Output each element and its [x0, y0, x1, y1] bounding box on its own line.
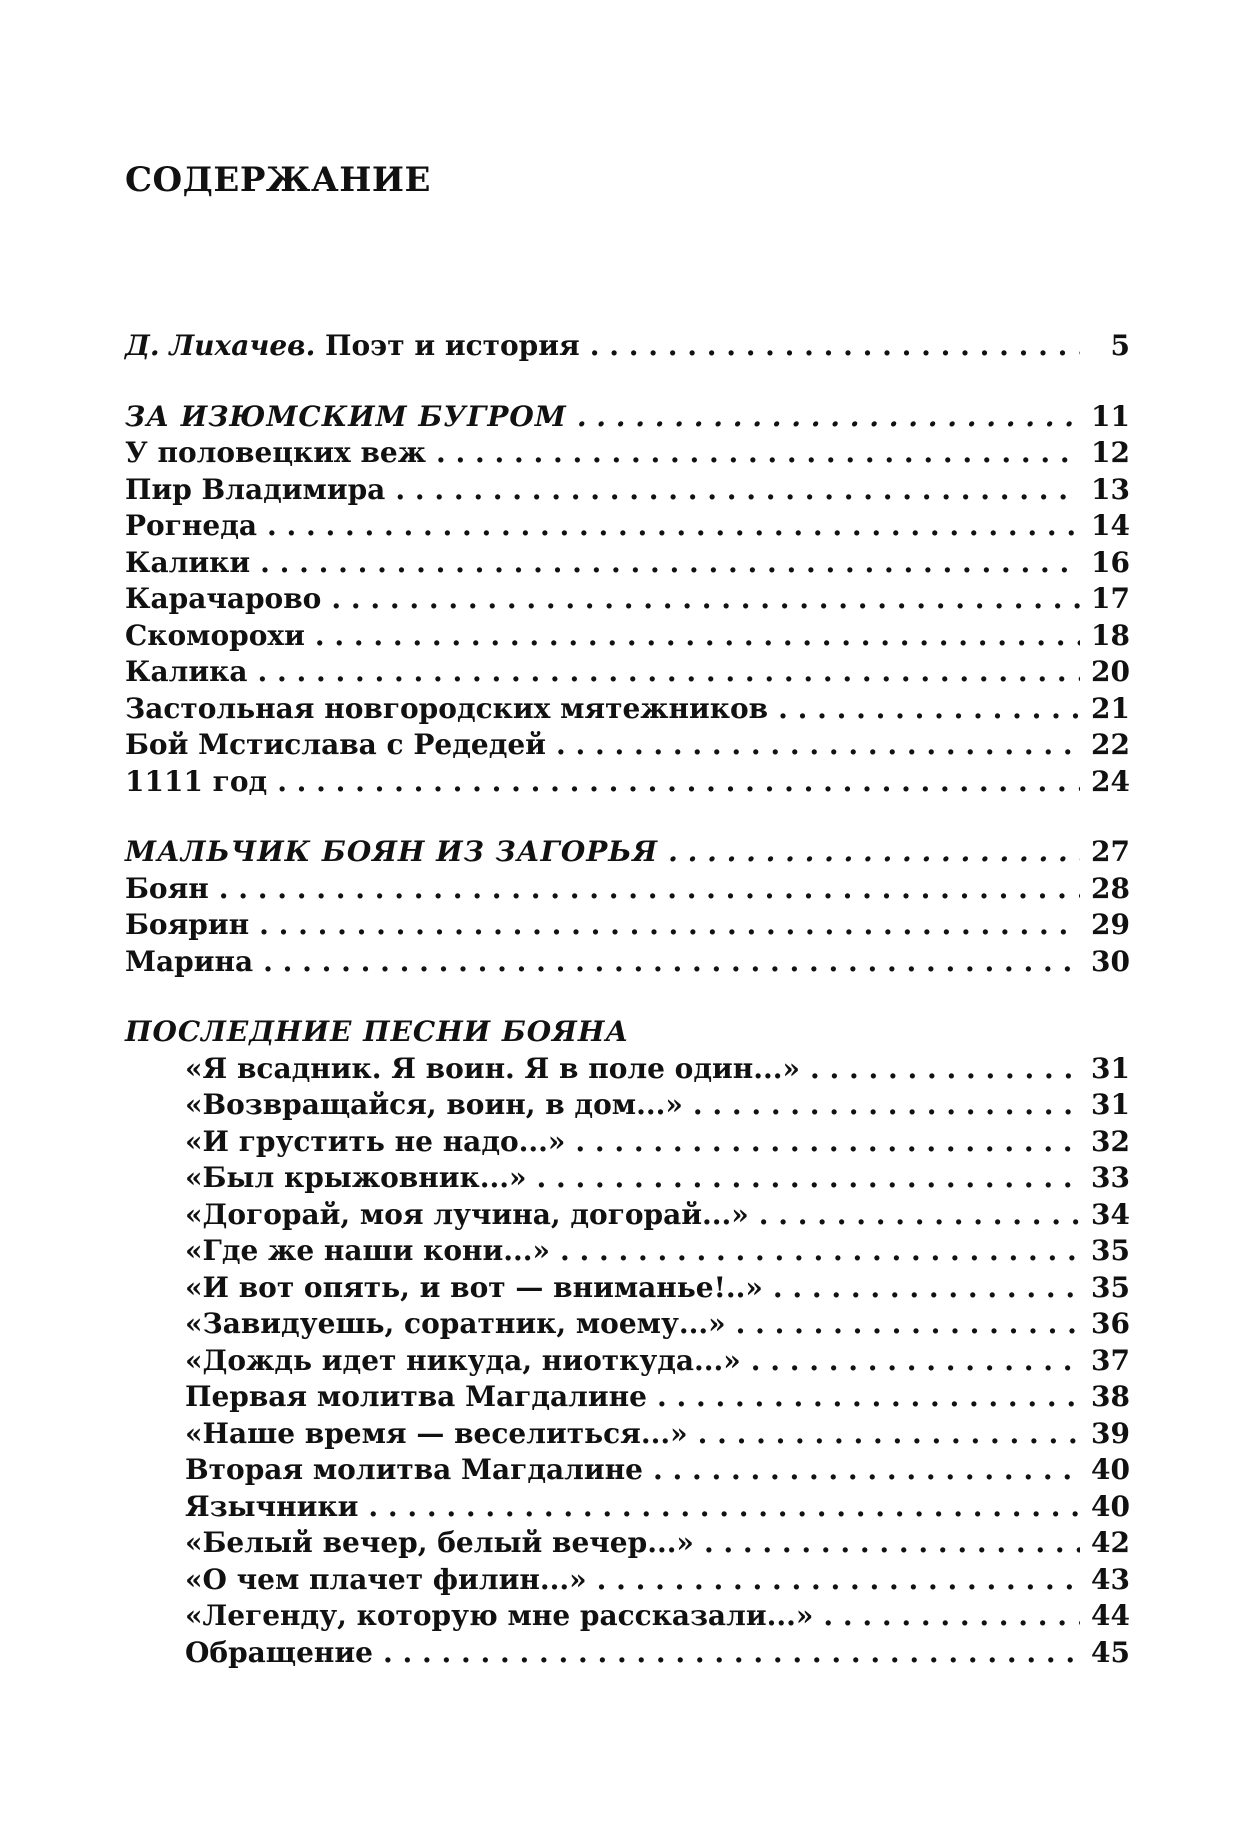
- dot-leader: [823, 1598, 1080, 1635]
- dot-leader: [258, 654, 1081, 691]
- dot-leader: [736, 1306, 1080, 1343]
- entry-label: Боян: [125, 871, 209, 905]
- entry-page-number: 39: [1091, 1416, 1130, 1450]
- dot-leader: [577, 399, 1080, 436]
- dot-leader: [575, 1124, 1080, 1161]
- entry-label: Боярин: [125, 908, 250, 941]
- entry-label: Застольная новгородских мятежников: [125, 691, 769, 725]
- dot-leader: [657, 1379, 1080, 1416]
- entry-page-number: 42: [1091, 1526, 1130, 1559]
- entry-page-number: 16: [1091, 545, 1130, 579]
- entry-page-number: 34: [1091, 1197, 1130, 1231]
- entry-label: Язычники: [185, 1489, 359, 1523]
- toc-entry: [125, 764, 1130, 801]
- entry-page-number: 35: [1091, 1270, 1130, 1304]
- entry-page-number: 14: [1091, 509, 1130, 542]
- entry-label: МАЛЬЧИК БОЯН ИЗ ЗАГОРЬЯ: [125, 835, 659, 868]
- entry-page-number: 35: [1091, 1234, 1130, 1267]
- toc-entry: [125, 545, 1130, 582]
- toc-section-heading: [125, 399, 1130, 436]
- toc-entry: [125, 907, 1130, 944]
- entry-page-number: 33: [1091, 1161, 1130, 1194]
- dot-leader: [653, 1452, 1080, 1489]
- toc-entry: [125, 1635, 1130, 1672]
- entry-label: [125, 328, 580, 365]
- entry-page-number: 12: [1091, 436, 1130, 469]
- dot-leader: [436, 435, 1080, 472]
- entry-label: «Наше время — веселиться...»: [185, 1416, 688, 1450]
- entry-page-number: 11: [1091, 399, 1130, 433]
- entry-label: Калики: [125, 545, 251, 579]
- dot-leader: [698, 1416, 1080, 1453]
- entry-label: Марина: [125, 944, 254, 978]
- dot-leader: [219, 871, 1080, 908]
- entry-label: Калика: [125, 655, 248, 688]
- entry-page-number: 17: [1091, 582, 1130, 615]
- entry-label: Рогнеда: [125, 509, 258, 542]
- entry-label: «Легенду, которую мне рассказали...»: [185, 1599, 814, 1632]
- toc-section-heading: [125, 1014, 1130, 1051]
- entry-page-number: 24: [1091, 764, 1130, 798]
- entry-page-number: 31: [1091, 1051, 1130, 1085]
- toc-entry: [125, 1160, 1130, 1197]
- toc-entry: [125, 1087, 1130, 1124]
- toc-entry: [125, 1379, 1130, 1416]
- entry-label: ЗА ИЗЮМСКИМ БУГРОМ: [125, 399, 567, 433]
- toc-entry: [125, 618, 1130, 655]
- toc-entry: [125, 508, 1130, 545]
- entry-page-number: 28: [1091, 871, 1130, 905]
- dot-leader: [260, 545, 1080, 582]
- entry-page-number: 29: [1091, 908, 1130, 941]
- entry-page-number: 31: [1091, 1088, 1130, 1121]
- toc-entry: [125, 435, 1130, 472]
- toc-entry: [125, 1562, 1130, 1599]
- entry-page-number: 32: [1091, 1124, 1130, 1158]
- dot-leader: [693, 1087, 1080, 1124]
- entry-label: Пир Владимира: [125, 472, 386, 506]
- entry-label: Вторая молитва Магдалине: [185, 1453, 643, 1486]
- dot-leader: [668, 834, 1080, 871]
- toc-entry: [125, 472, 1130, 509]
- dot-leader: [597, 1562, 1080, 1599]
- dot-leader: [315, 618, 1080, 655]
- entry-page-number: 44: [1091, 1599, 1130, 1632]
- entry-page-number: 40: [1091, 1453, 1130, 1486]
- dot-leader: [368, 1489, 1080, 1526]
- entry-label: Обращение: [185, 1635, 373, 1669]
- entry-label: У половецких веж: [125, 436, 426, 469]
- entry-label: «И грустить не надо...»: [185, 1124, 566, 1158]
- table-of-contents: [125, 328, 1130, 1671]
- entry-page-number: 5: [1110, 329, 1130, 362]
- toc-entry: [125, 1598, 1130, 1635]
- entry-label: «Где же наши кони...»: [185, 1234, 551, 1267]
- dot-leader: [773, 1270, 1080, 1307]
- entry-label: «Догорай, моя лучина, догорай...»: [185, 1197, 749, 1231]
- dot-leader: [759, 1197, 1080, 1234]
- toc-section-heading: [125, 834, 1130, 871]
- entry-label: Первая молитва Магдалине: [185, 1380, 647, 1413]
- dot-leader: [331, 581, 1080, 618]
- entry-page-number: 43: [1091, 1562, 1130, 1596]
- dot-leader: [263, 944, 1080, 981]
- entry-label: «Завидуешь, соратник, моему...»: [185, 1307, 726, 1340]
- toc-entry: [125, 1051, 1130, 1088]
- toc-entry: [125, 328, 1130, 365]
- entry-label: «И вот опять, и вот — вниманье!..»: [185, 1270, 763, 1304]
- entry-title: Поэт и история: [315, 329, 580, 362]
- dot-leader: [383, 1635, 1080, 1672]
- entry-label: Карачарово: [125, 582, 322, 615]
- entry-page-number: 20: [1091, 655, 1130, 688]
- entry-label: Бой Мстислава с Редедей: [125, 728, 546, 761]
- entry-label: «Дождь идет никуда, ниоткуда...»: [185, 1343, 741, 1377]
- entry-page-number: 22: [1091, 728, 1130, 761]
- entry-label: «Я всадник. Я воин. Я в поле один...»: [185, 1051, 801, 1085]
- toc-entry: [125, 1124, 1130, 1161]
- toc-entry: [125, 1525, 1130, 1562]
- toc-entry: [125, 581, 1130, 618]
- entry-page-number: 27: [1091, 835, 1130, 868]
- dot-leader: [395, 472, 1080, 509]
- toc-entry: [125, 1270, 1130, 1307]
- toc-entry: [125, 1306, 1130, 1343]
- entry-page-number: 40: [1091, 1489, 1130, 1523]
- entry-author: Д. Лихачев.: [125, 329, 316, 362]
- toc-entry: [125, 727, 1130, 764]
- dot-leader: [590, 328, 1080, 365]
- dot-leader: [560, 1233, 1080, 1270]
- entry-label: «Возвращайся, воин, в дом...»: [185, 1088, 683, 1121]
- entry-page-number: 36: [1091, 1307, 1130, 1340]
- dot-leader: [277, 764, 1080, 801]
- dot-leader: [778, 691, 1080, 728]
- entry-label: Скоморохи: [125, 618, 305, 652]
- entry-label: 1111 год: [125, 764, 268, 798]
- entry-label: ПОСЛЕДНИЕ ПЕСНИ БОЯНА: [125, 1015, 630, 1048]
- entry-page-number: 37: [1091, 1343, 1130, 1377]
- toc-entry: [125, 944, 1130, 981]
- entry-page-number: 21: [1091, 691, 1130, 725]
- dot-leader: [810, 1051, 1080, 1088]
- entry-page-number: 45: [1091, 1635, 1130, 1669]
- toc-entry: [125, 1197, 1130, 1234]
- entry-label: «Белый вечер, белый вечер...»: [185, 1526, 694, 1559]
- toc-entry: [125, 1489, 1130, 1526]
- toc-entry: [125, 691, 1130, 728]
- entry-page-number: 30: [1091, 944, 1130, 978]
- toc-entry: [125, 1452, 1130, 1489]
- entry-label: «Был крыжовник...»: [185, 1161, 527, 1194]
- toc-entry: [125, 871, 1130, 908]
- dot-leader: [751, 1343, 1080, 1380]
- entry-label: «О чем плачет филин...»: [185, 1562, 587, 1596]
- entry-page-number: 13: [1091, 472, 1130, 506]
- dot-leader: [556, 727, 1080, 764]
- toc-entry: [125, 1233, 1130, 1270]
- page-title: СОДЕРЖАНИЕ: [125, 160, 431, 200]
- toc-entry: [125, 1343, 1130, 1380]
- dot-leader: [259, 907, 1080, 944]
- toc-entry: [125, 1416, 1130, 1453]
- dot-leader: [267, 508, 1080, 545]
- toc-entry: [125, 654, 1130, 691]
- dot-leader: [704, 1525, 1080, 1562]
- dot-leader: [536, 1160, 1080, 1197]
- entry-page-number: 18: [1091, 618, 1130, 652]
- entry-page-number: 38: [1091, 1380, 1130, 1413]
